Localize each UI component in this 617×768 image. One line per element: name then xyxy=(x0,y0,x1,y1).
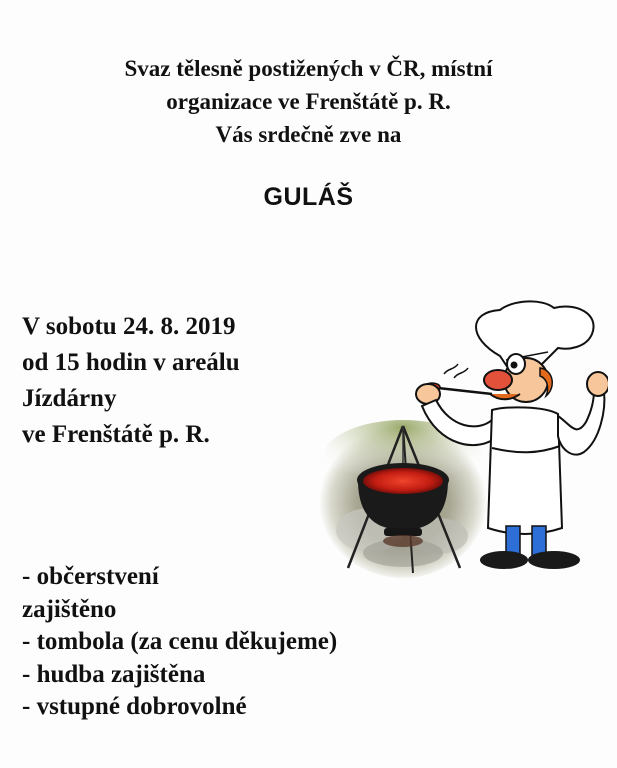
event-date: V sobotu 24. 8. 2019 xyxy=(22,313,236,340)
amenities-list xyxy=(22,561,337,724)
header-invite-line: Vás srdečně zve na xyxy=(215,122,402,147)
event-time-place: od 15 hodin v areálu xyxy=(22,349,240,376)
event-details xyxy=(22,309,240,453)
list-item-music: - hudba zajištěna xyxy=(22,660,206,688)
list-item-refreshments-cont: zajištěno xyxy=(22,595,117,623)
event-venue: Jízdárny xyxy=(22,385,117,412)
list-item-refreshments: - občerstvení xyxy=(22,563,159,590)
event-town: ve Frenštátě p. R. xyxy=(22,421,210,448)
list-item-raffle: - tombola (za cenu děkujeme) xyxy=(22,628,338,655)
chef-illustration xyxy=(408,298,608,576)
list-item-admission: - vstupné dobrovolné xyxy=(22,693,247,720)
event-title: GULÁŠ xyxy=(263,183,354,211)
invitation-header xyxy=(0,52,617,151)
header-location-line: organizace ve Frenštátě p. R. xyxy=(166,89,451,114)
header-organization-line: Svaz tělesně postižených v ČR, místní xyxy=(124,56,493,81)
